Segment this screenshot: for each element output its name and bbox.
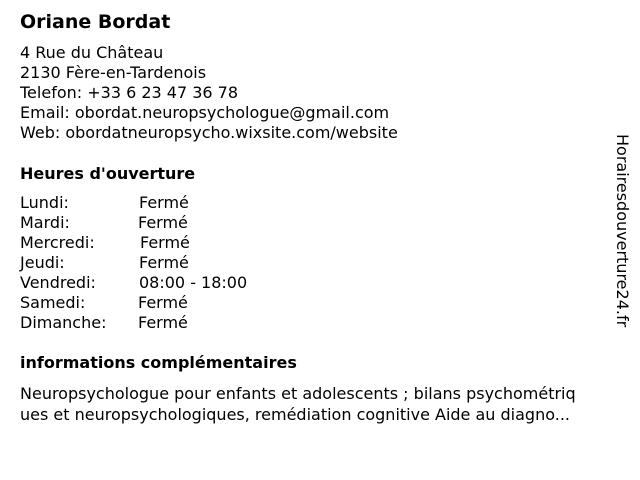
address-street: 4 Rue du Château [20,43,164,62]
business-name: Oriane Bordat [20,11,171,33]
email-address: Email: obordat.neuropsychologue@gmail.com [20,103,390,122]
day-label: Mardi: [20,213,70,232]
contact-block [20,43,398,143]
additional-info-text [20,383,620,425]
website-url: Web: obordatneuropsycho.wixsite.com/website [20,123,398,142]
day-hours: Fermé [138,313,188,332]
day-label: Mercredi: [20,233,95,252]
day-hours: Fermé [140,233,190,252]
day-label: Vendredi: [20,273,96,292]
day-label: Samedi: [20,293,86,312]
day-hours: Fermé [138,293,188,312]
description-line-2: ues et neuropsychologiques, remédiation cognitive Aide au diagno... [20,405,570,424]
phone-number: Telefon: +33 6 23 47 36 78 [20,83,239,102]
day-hours: Fermé [138,213,188,232]
day-label: Dimanche: [20,313,107,332]
day-label: Lundi: [20,193,69,212]
site-watermark: Horairesdouverture24.fr [613,134,632,328]
day-label: Jeudi: [20,253,65,272]
description-line-1: Neuropsychologue pour enfants et adolescents ; bilans psychométriq [20,384,576,403]
day-hours: Fermé [139,253,189,272]
day-hours: 08:00 - 18:00 [139,273,248,292]
day-hours: Fermé [139,193,189,212]
additional-info-title: informations complémentaires [20,353,297,372]
opening-hours-title: Heures d'ouverture [20,164,196,183]
address-city: 2130 Fère-en-Tardenois [20,63,207,82]
